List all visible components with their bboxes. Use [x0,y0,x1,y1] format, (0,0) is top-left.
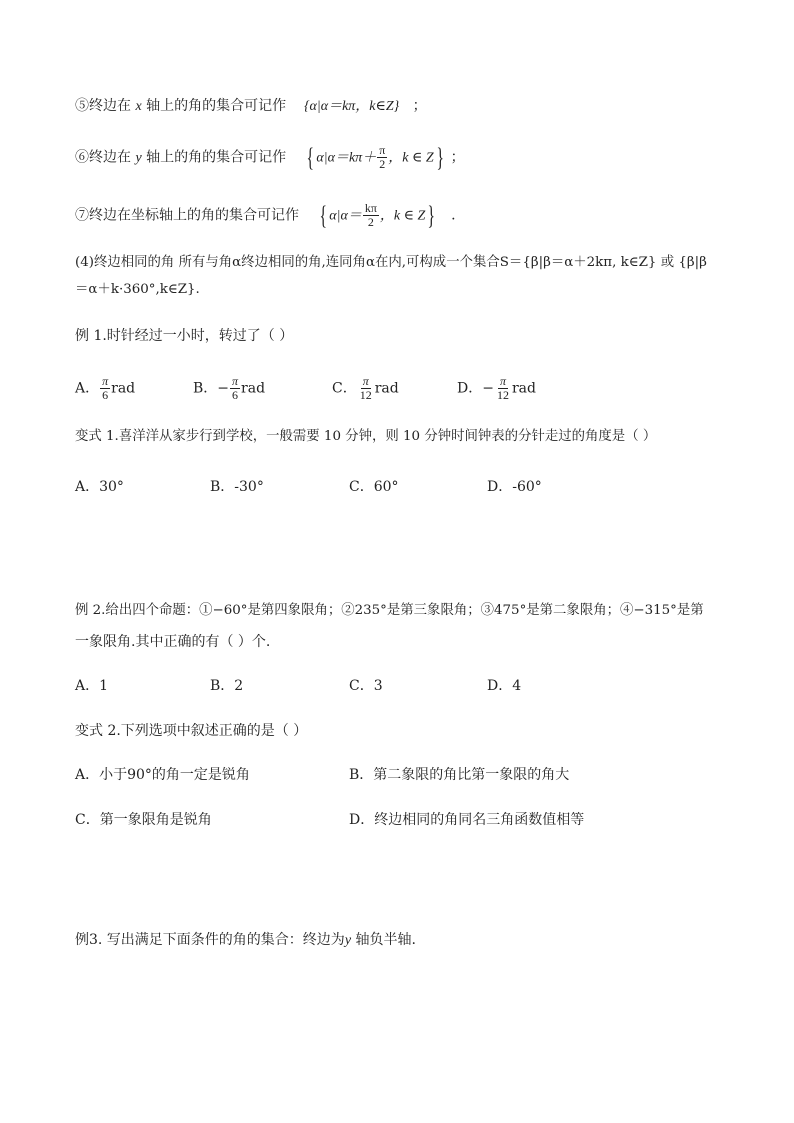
item-7-label: ⑦终边在坐标轴上的角的集合可记作 [75,207,299,224]
item-6-rest: 轴上的角的集合可记作 [146,149,287,166]
item-5-var: x [135,99,142,114]
item-7-fraction: $\frac{k\pi}{2}$ [364,201,377,229]
coterminal-line-1: (4)终边相同的角 所有与角α终边相同的角,连同角α在内,可构成一个集合S＝{β|β＝α＋2kπ, k∈Z} 或 {β|β [75,255,707,270]
item-7 [75,202,456,229]
variant-1-option-d[interactable]: D．-60° [487,479,542,495]
item-6-var: y [135,150,142,166]
left-brace-icon: { [306,142,314,172]
item-5-set: {α|α＝kπ，k∈Z} [303,99,400,114]
item-6-fraction: $\frac{\pi}{2}$ [379,143,386,171]
left-brace-icon: { [319,200,327,230]
variant-1-option-b[interactable]: B．-30° [210,479,264,495]
example-1-question: 例 1.时针经过一小时，转过了（ ） [75,328,294,344]
example-2-line-1: 例 2.给出四个命题：①−60°是第四象限角；②235°是第三象限角；③475°是第二象限角；④−315°是第 [75,603,704,618]
example-2-line-2: 一象限角.其中正确的有（ ）个. [75,634,271,650]
item-6-set-post: ，k ∈ Z [388,150,434,166]
example-2-option-d[interactable]: D．4 [487,678,522,694]
item-6 [75,144,465,171]
right-brace-icon: } [436,142,444,172]
item-7-set-post: ，k ∈ Z [379,208,426,224]
item-5-end: ； [412,98,427,114]
variant-1-question: 变式 1.喜洋洋从家步行到学校，一般需要 10 分钟，则 10 分钟时间钟表的分针走过的角度是（ ） [75,429,657,444]
example-3-question [75,930,416,951]
item-6-set-pre: α|α＝kπ＋ [316,150,377,166]
example-2-option-a[interactable]: A．1 [75,678,109,694]
variant-2-option-b[interactable]: B．第二象限的角比第一象限的角大 [349,767,570,783]
example-3-post: 轴负半轴. [355,932,416,948]
variant-2-option-d[interactable]: D．终边相同的角同名三角函数值相等 [349,812,585,828]
right-brace-icon: } [427,200,436,230]
item-7-set-pre: α|α＝ [329,208,362,224]
item-5-label: ⑤终边在 [75,98,131,114]
variant-2-option-c[interactable]: C．第一象限角是锐角 [75,812,212,828]
variant-1-option-a[interactable]: A．30° [75,479,124,495]
example-2-option-c[interactable]: C．3 [349,678,383,694]
item-6-label: ⑥终边在 [75,149,131,166]
variant-2-option-a[interactable]: A．小于90°的角一定是锐角 [75,767,250,783]
variant-1-option-c[interactable]: C．60° [349,479,399,495]
example-1-option-c[interactable]: C． $\frac{\pi}{12}$ rad [332,374,399,402]
example-3-var: y [344,933,352,948]
item-5-rest: 轴上的角的集合可记作 [146,98,287,114]
example-1-option-d[interactable]: D．− $\frac{\pi}{12}$ rad [457,374,536,402]
item-7-end: . [451,207,456,224]
item-5 [75,96,427,117]
example-2-option-b[interactable]: B．2 [210,678,244,694]
example-3-pre: 例3. 写出满足下面条件的角的集合：终边为 [75,932,345,948]
example-1-option-b[interactable]: B．− $\frac{\pi}{6}$ rad [193,374,266,402]
example-1-option-a[interactable]: A． $\frac{\pi}{6}$ rad [75,374,136,402]
variant-2-question: 变式 2.下列选项中叙述正确的是（ ） [75,723,308,739]
item-6-end: ； [450,149,465,166]
coterminal-line-2: ＝α＋k·360°,k∈Z}. [75,282,200,297]
